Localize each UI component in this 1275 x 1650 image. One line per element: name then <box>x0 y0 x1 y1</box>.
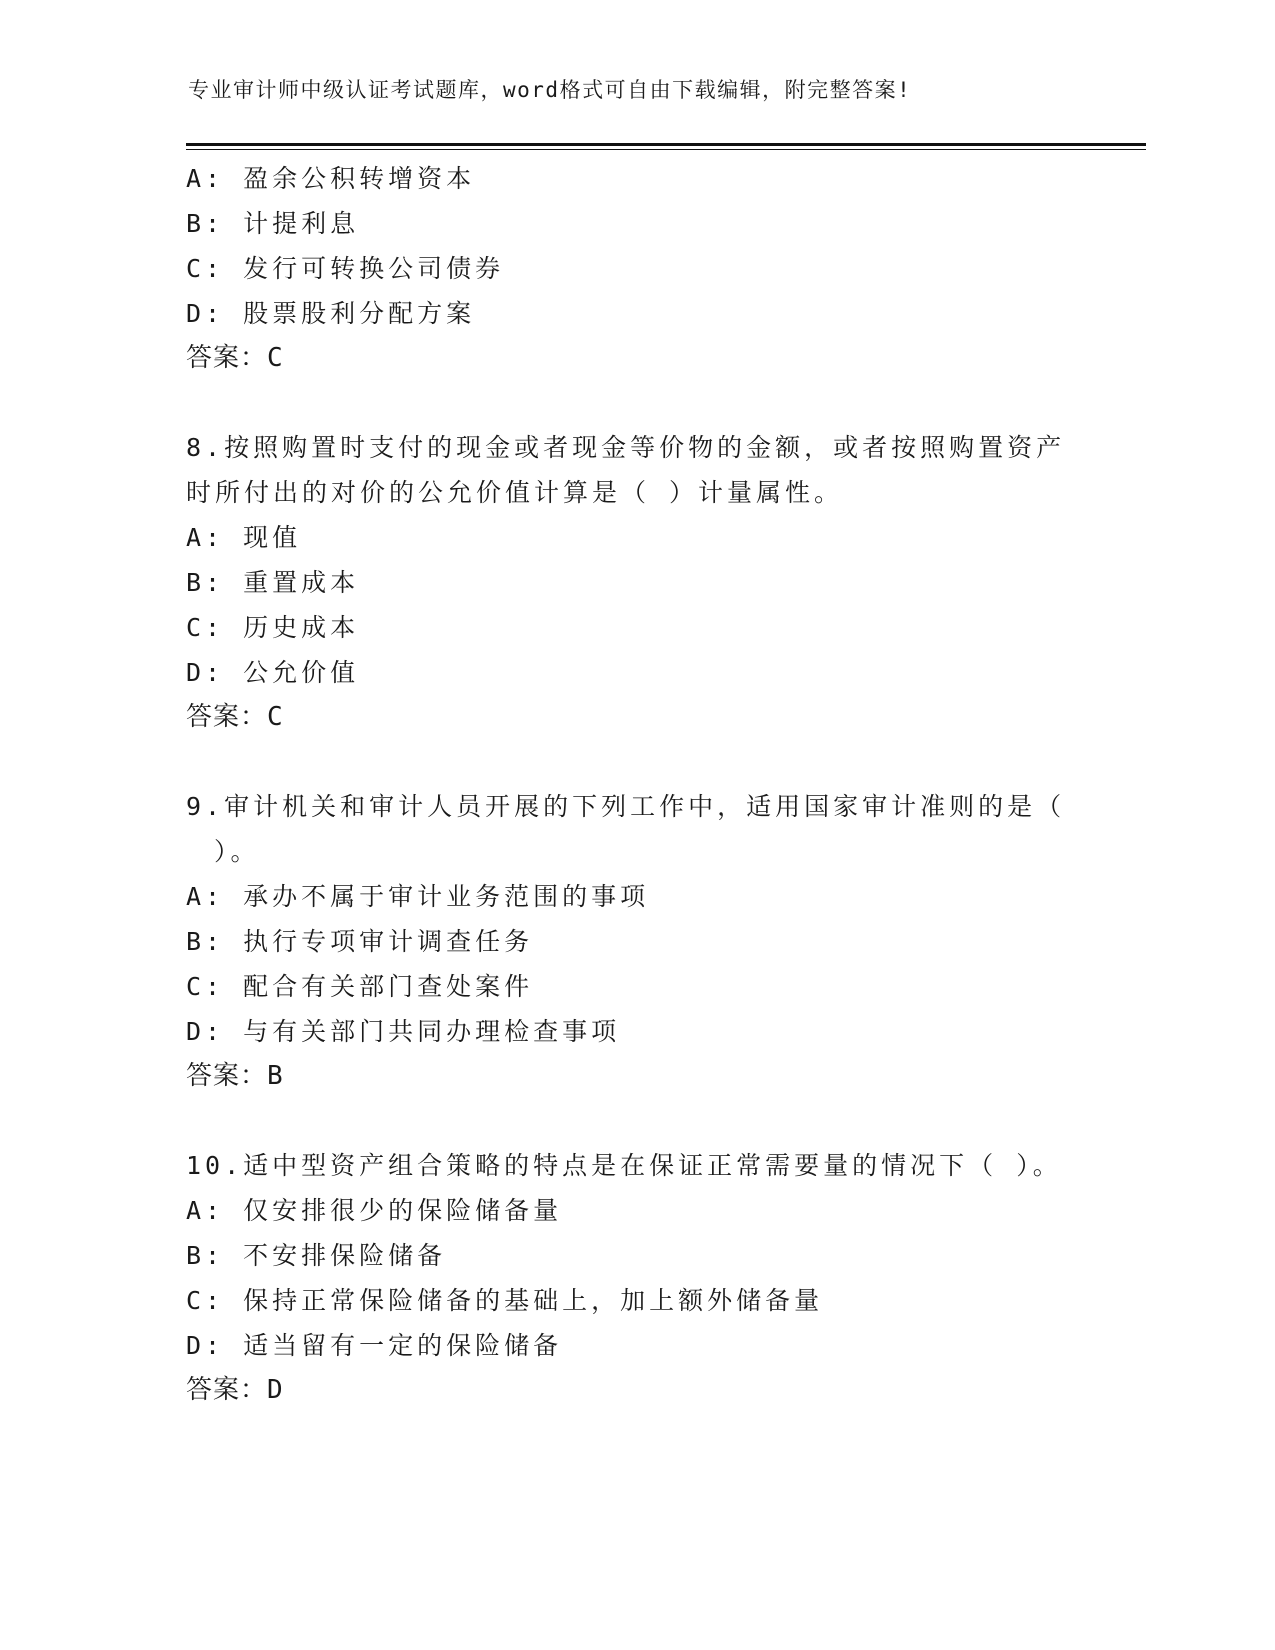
option-c: C: 配合有关部门查处案件 <box>186 972 534 1001</box>
answer-label: 答案：C <box>186 343 284 373</box>
option-d: D: 与有关部门共同办理检查事项 <box>186 1017 621 1046</box>
option-d: D: 公允价值 <box>186 658 360 687</box>
option-a: A: 承办不属于审计业务范围的事项 <box>186 882 650 911</box>
option-b: B: 不安排保险储备 <box>186 1241 447 1270</box>
header-rule-thick <box>186 143 1146 146</box>
option-c: C: 历史成本 <box>186 613 360 642</box>
option-a: A: 盈余公积转增资本 <box>186 164 476 193</box>
spacer <box>186 740 1086 784</box>
header-rule-thin <box>186 149 1146 150</box>
option-b: B: 重置成本 <box>186 568 360 597</box>
question-block-8 <box>186 425 1086 740</box>
question-text: 10.适中型资产组合策略的特点是在保证正常需要量的情况下（ ）。 <box>186 1151 1062 1180</box>
question-block-10 <box>186 1143 1086 1413</box>
answer-label: 答案：D <box>186 1375 284 1405</box>
option-b: B: 执行专项审计调查任务 <box>186 927 534 956</box>
option-c: C: 保持正常保险储备的基础上，加上额外储备量 <box>186 1286 824 1315</box>
spacer <box>186 381 1086 425</box>
question-text-continued: 时所付出的对价的公允价值计算是（ ）计量属性。 <box>186 478 844 507</box>
option-d: D: 股票股利分配方案 <box>186 299 476 328</box>
question-list <box>186 156 1086 1413</box>
question-text-continued: ）。 <box>214 837 260 866</box>
question-text: 9.审计机关和审计人员开展的下列工作中，适用国家审计准则的是（ <box>186 792 1066 821</box>
answer-label: 答案：B <box>186 1061 284 1091</box>
option-d: D: 适当留有一定的保险储备 <box>186 1331 563 1360</box>
answer-label: 答案：C <box>186 702 284 732</box>
question-block-7 <box>186 156 1086 381</box>
spacer <box>186 1099 1086 1143</box>
option-a: A: 现值 <box>186 523 302 552</box>
page-header: 专业审计师中级认证考试题库，word格式可自由下载编辑，附完整答案! <box>188 78 912 102</box>
option-b: B: 计提利息 <box>186 209 360 238</box>
question-text: 8.按照购置时支付的现金或者现金等价物的金额，或者按照购置资产 <box>186 433 1066 462</box>
option-c: C: 发行可转换公司债券 <box>186 254 505 283</box>
question-block-9 <box>186 784 1086 1099</box>
option-a: A: 仅安排很少的保险储备量 <box>186 1196 563 1225</box>
